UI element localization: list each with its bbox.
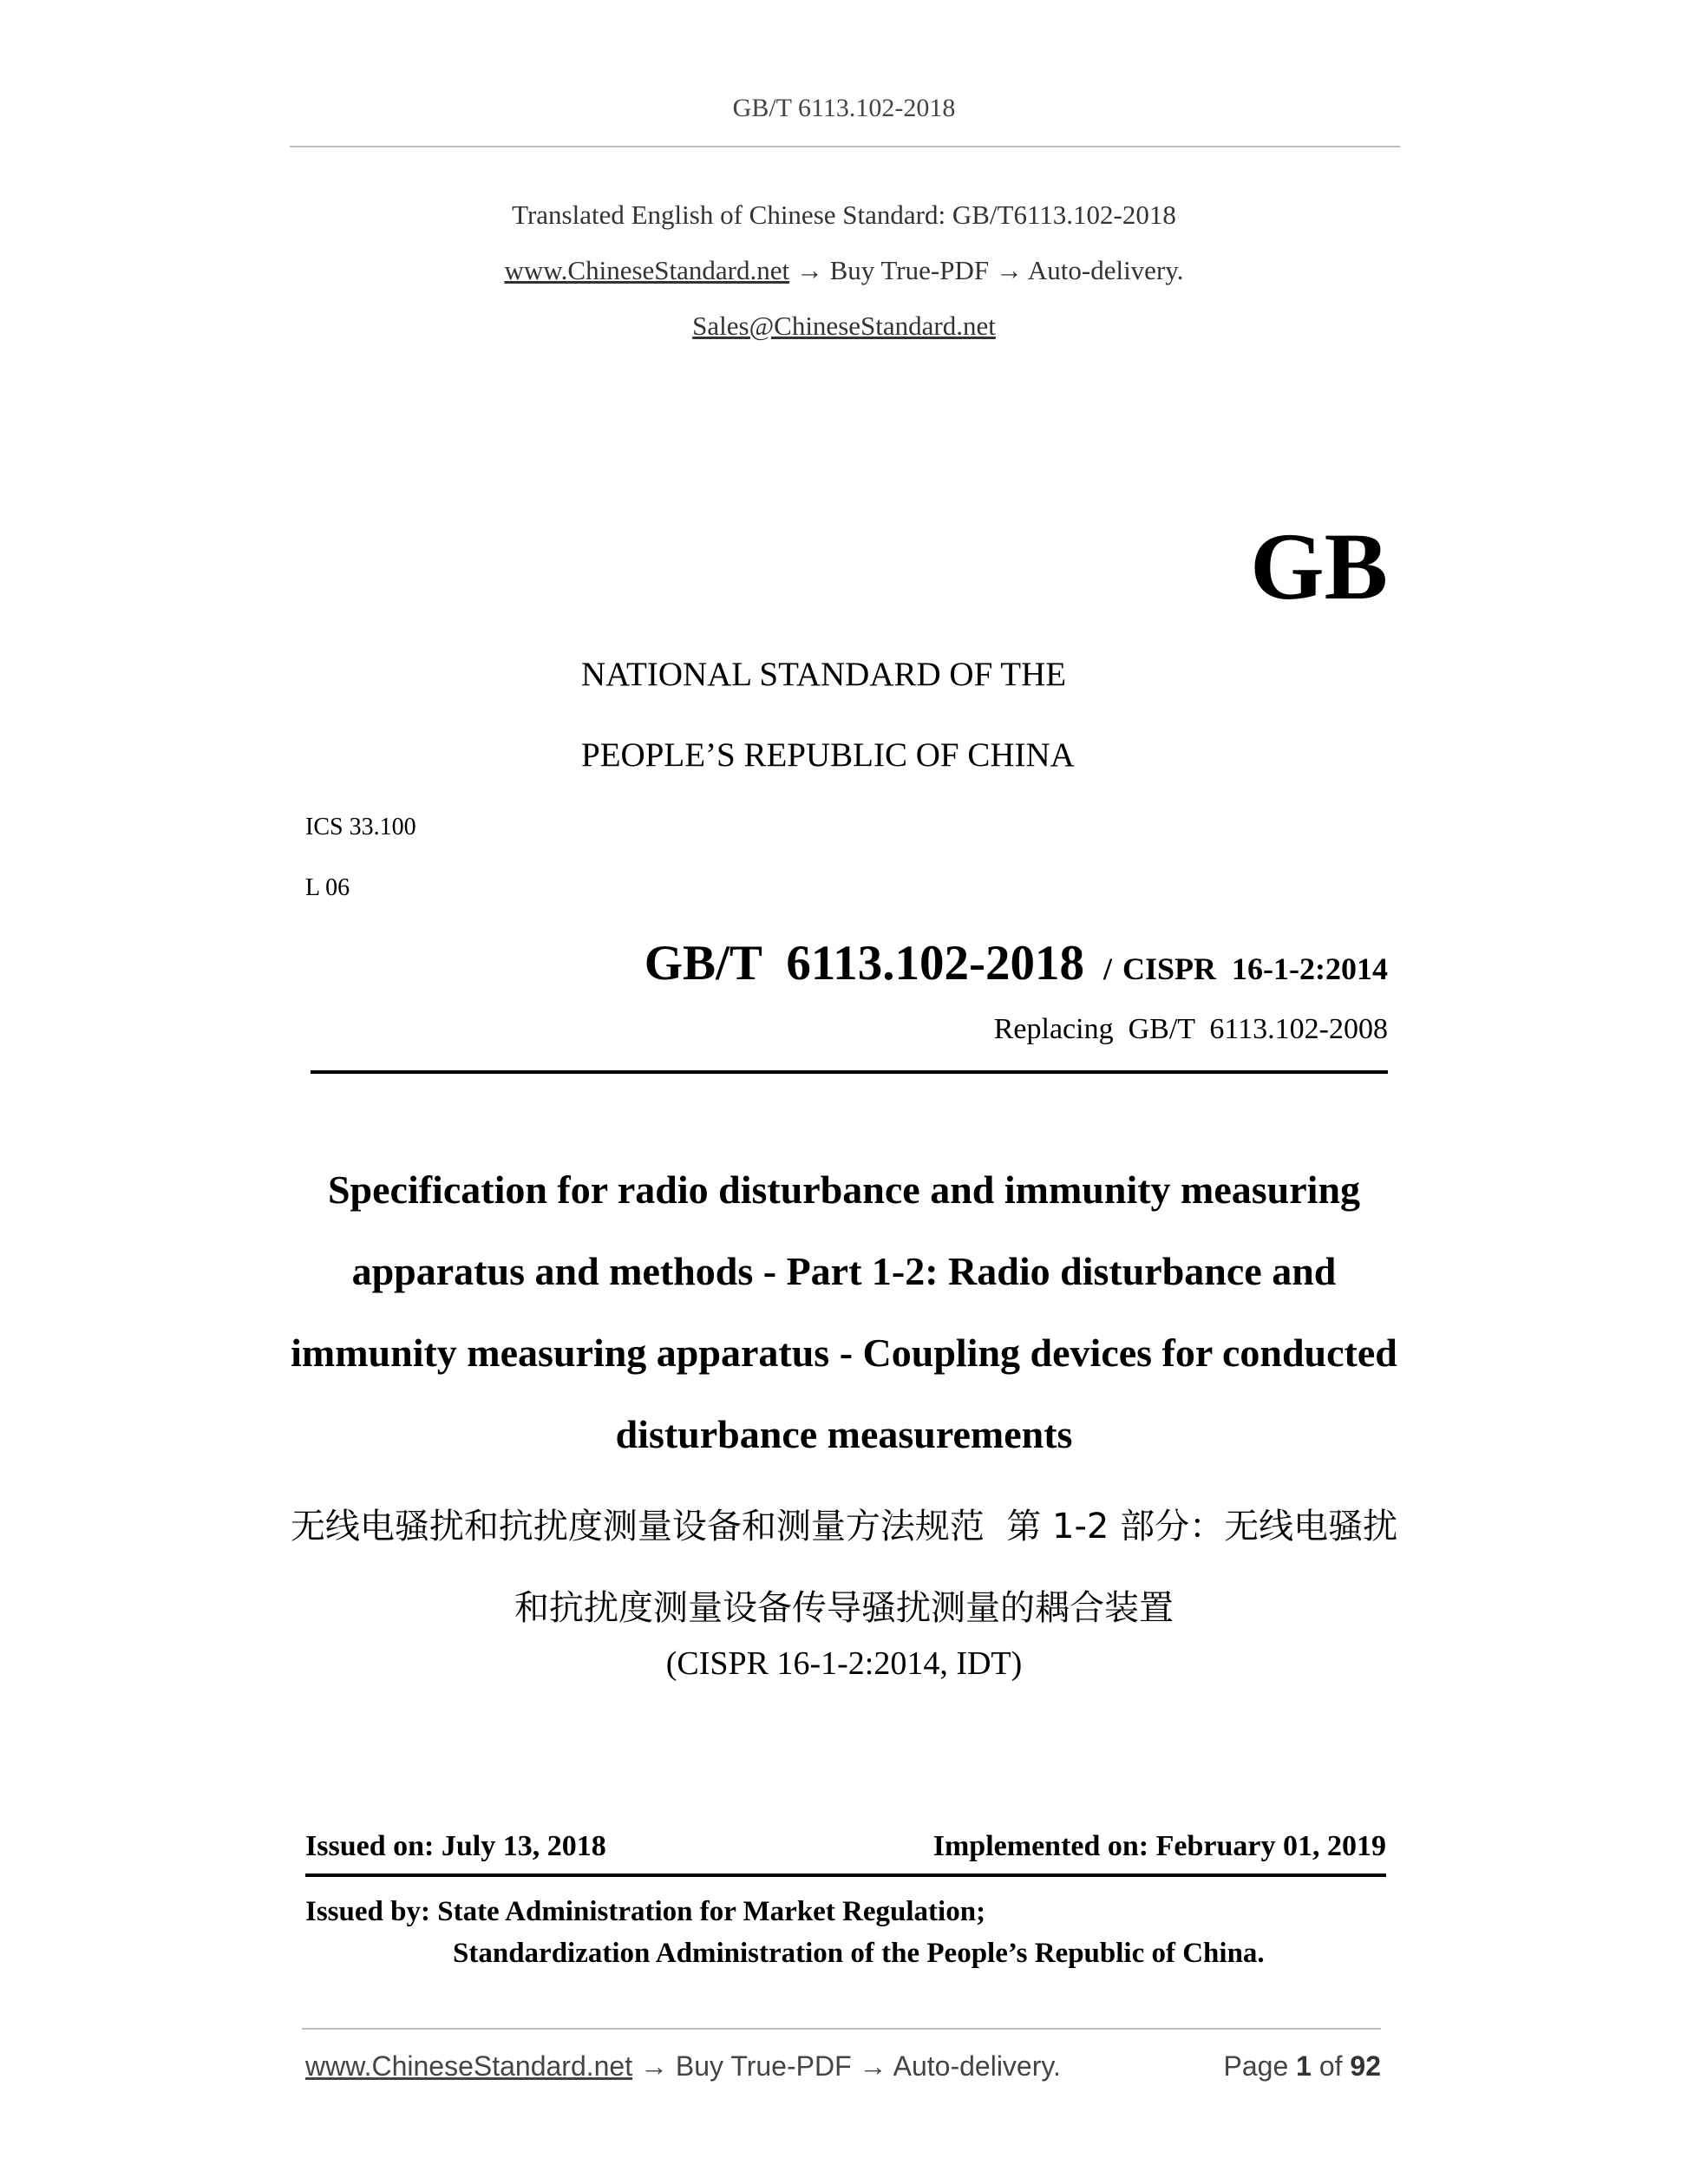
dates-row [305,1830,1386,1863]
replacing-note: Replacing GB/T 6113.102-2008 [993,1013,1388,1045]
issued-by-line1: Issued by: State Administration for Market Regulation; [305,1896,986,1927]
site-link[interactable]: www.ChineseStandard.net [504,255,790,285]
running-header: GB/T 6113.102-2018 [732,94,956,122]
standard-number: GB/T 6113.102-2018 [644,936,1084,991]
national-standard-line2: PEOPLE’S REPUBLIC OF CHINA [581,736,1075,774]
header-divider [290,146,1400,147]
issued-by-line2: Standardization Administration of the People’s Republic of China. [453,1938,1265,1969]
translation-notice: Translated English of Chinese Standard: GB/T6113.102-2018 [512,199,1176,230]
gb-logo: GB [1250,513,1388,619]
purchase-text: → Buy True-PDF → Auto-delivery. [789,255,1184,285]
issued-by [305,1891,1265,1974]
chinese-title: 无线电骚扰和抗扰度测量设备和测量方法规范 第 1-2 部分：无线电骚扰和抗扰度测量设备传导骚扰测量的耦合装置 [290,1507,1398,1628]
dates-divider [305,1873,1386,1877]
standard-separator: / [1103,951,1113,986]
national-standard-line1: NATIONAL STANDARD OF THE [581,656,1067,693]
footer-purchase-text: → Buy True-PDF → Auto-delivery. [632,2050,1061,2082]
purchase-line [0,255,1688,286]
page-indicator [1224,2050,1381,2083]
title-divider [311,1070,1388,1074]
issued-on: Issued on: July 13, 2018 [305,1830,606,1862]
page-label: Page [1223,2050,1289,2082]
footer-divider [302,2028,1381,2030]
email-link[interactable]: Sales@ChineseStandard.net [692,311,996,341]
standard-designation [644,935,1388,991]
footer-site-link[interactable]: www.ChineseStandard.net [305,2050,633,2082]
page-footer [305,2050,1381,2083]
page-total: 92 [1350,2050,1381,2082]
ics-code: ICS 33.100 [305,814,416,840]
cispr-reference: CISPR 16-1-2:2014 [1122,951,1388,986]
english-title: Specification for radio disturbance and immunity measuring apparatus and methods - Part 1-2: Radio disturbance and immunity measuring apparatus - Coupling devices for conducted disturbance measurements [291,1167,1397,1456]
implemented-on: Implemented on: February 01, 2019 [932,1830,1386,1862]
of-label: of [1318,2050,1343,2082]
page-number: 1 [1296,2050,1312,2082]
idt-reference: (CISPR 16-1-2:2014, IDT) [665,1645,1023,1682]
email-line [0,311,1688,342]
ccs-code: L 06 [305,874,350,901]
